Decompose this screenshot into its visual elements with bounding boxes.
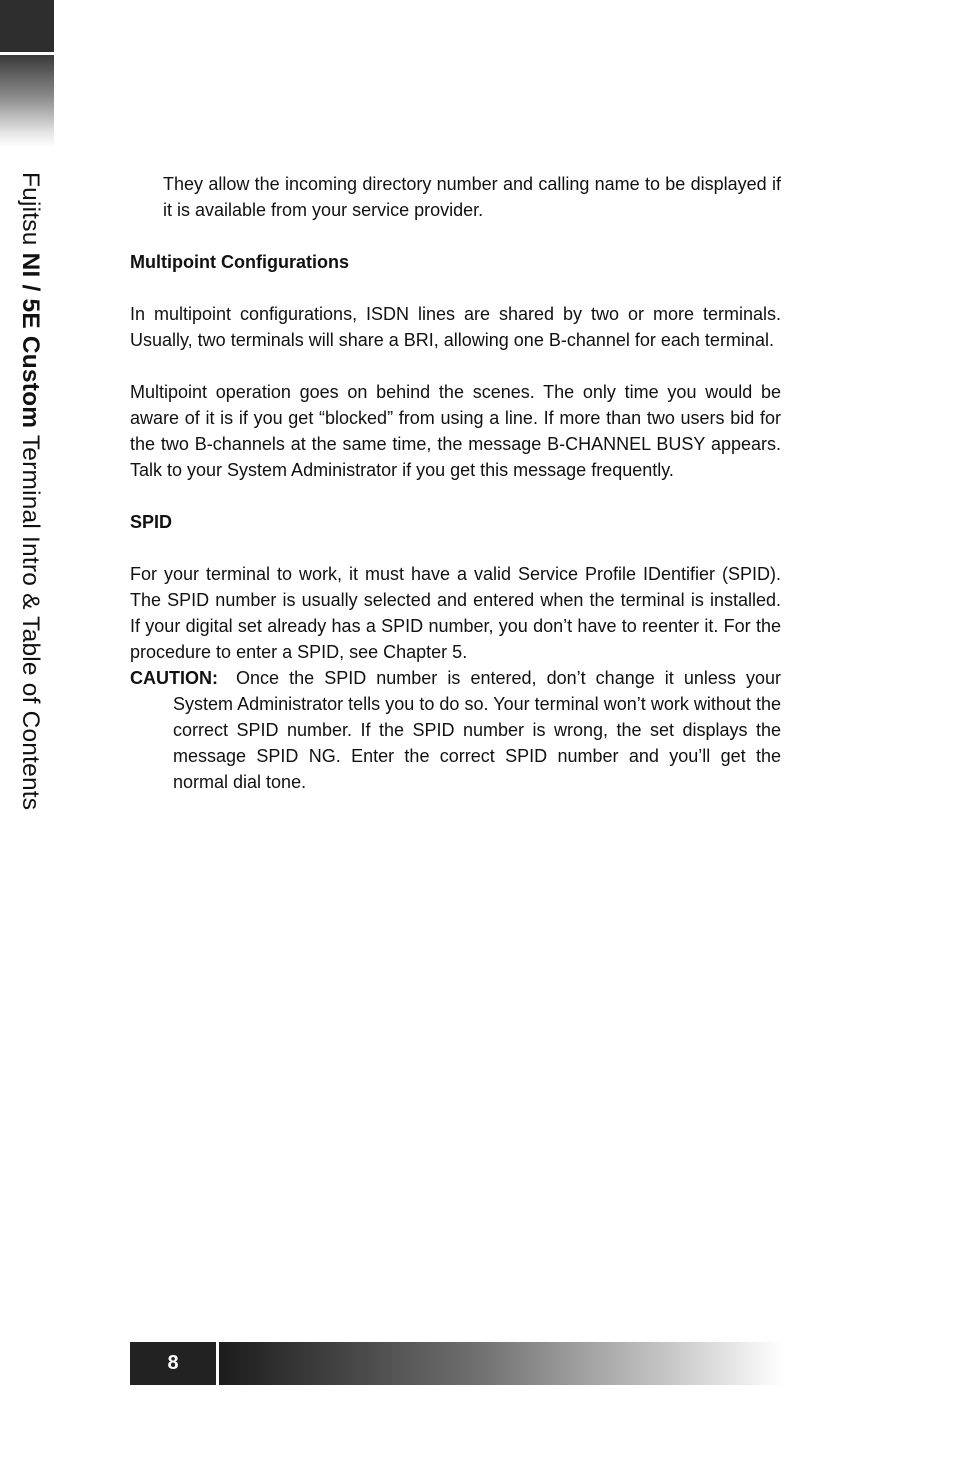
caution-note [130,665,781,795]
corner-tab [0,0,54,52]
intro-paragraph: They allow the incoming directory number and calling name to be displayed if it is available from your service provider. [163,174,781,220]
heading-multipoint: Multipoint Configurations [130,252,349,272]
multipoint-paragraph-1: In multipoint configurations, ISDN lines are shared by two or more terminals. Usually, two terminals will share a BRI, allowing one B-channel for each terminal. [130,304,781,350]
multipoint-paragraph-2: Multipoint operation goes on behind the scenes. The only time you would be aware of it is if you get “blocked” from using a line. If more than two users bid for the two B-channels at the same time, the message B-CHANNEL BUSY appears. Talk to your System Administrator if you get this message frequently. [130,382,781,480]
page-number: 8 [130,1342,216,1385]
spid-paragraph: For your terminal to work, it must have a valid Service Profile IDentifier (SPID). The SPID number is usually selected and entered when the terminal is installed. If your digital set already has a SPID number, you don’t have to reenter it. For the procedure to enter a SPID, see Chapter 5. [130,564,781,662]
side-running-title [16,172,44,810]
heading-spid: SPID [130,512,173,532]
footer-gradient-bar [219,1342,784,1385]
side-title-pre: Fujitsu [17,172,44,253]
corner-gradient [0,55,54,147]
page-content [130,171,781,795]
caution-text: Once the SPID number is entered, don’t change it unless your System Administrator tells you to do so. Your terminal won’t work without the correct SPID number. If the SPID number is wrong, the set displays the message SPID NG. Enter the correct SPID number and you’ll get the normal dial tone. [173,668,781,792]
caution-label: CAUTION: [130,668,218,688]
side-title-post: Terminal Intro & Table of Contents [17,428,44,811]
side-title-bold: NI / 5E Custom [17,252,44,429]
